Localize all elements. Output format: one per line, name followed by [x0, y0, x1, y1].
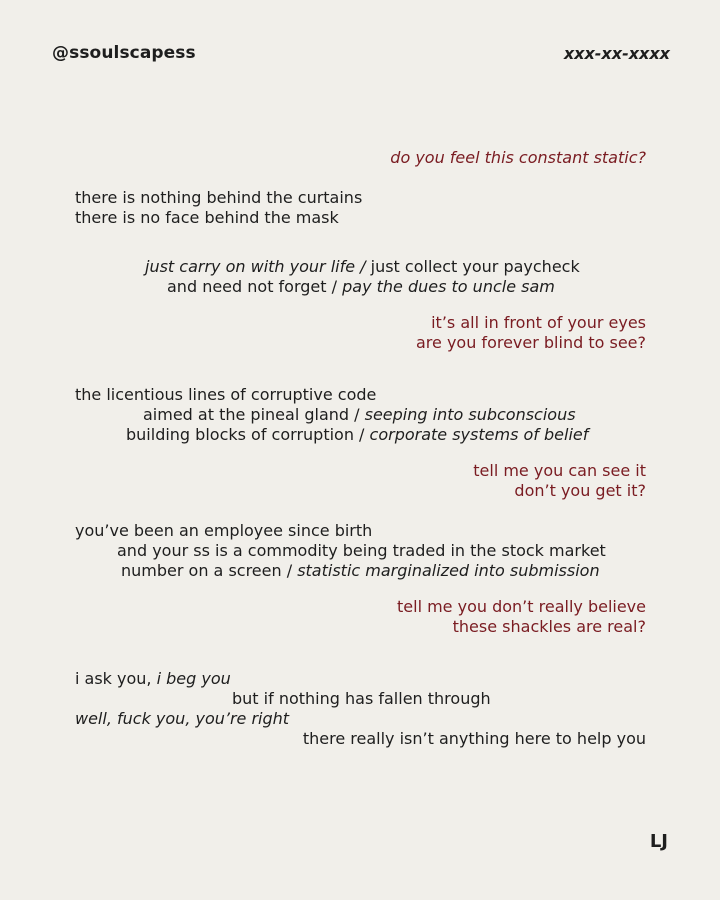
poem-line-text: i ask you, — [75, 669, 152, 688]
poem-line: there is no face behind the mask — [75, 208, 339, 227]
poem-line — [75, 669, 231, 689]
poem-line — [126, 425, 588, 445]
poem-line-italic: corporate systems of belief — [364, 425, 589, 444]
poem-line: don’t you get it? — [514, 481, 646, 500]
poem-line: tell me you can see it — [473, 461, 646, 480]
poem-line-italic: seeping into subconscious — [359, 405, 576, 424]
signature-initials: LJ — [649, 831, 668, 852]
poem-line-italic: i beg you — [151, 669, 231, 688]
poem-line-italic: just carry on with your life / — [145, 257, 366, 276]
poem-line: are you forever blind to see? — [415, 333, 646, 352]
poem-line-text: aimed at the pineal gland / — [143, 405, 360, 424]
author-handle: @ssoulscapess — [52, 43, 196, 63]
poem-line: do you feel this constant static? — [390, 148, 646, 167]
redacted-number: xxx-xx-xxxx — [563, 44, 670, 63]
poem-line — [145, 257, 580, 277]
poem-line: there really isn’t anything here to help you — [302, 729, 646, 748]
poem-line-text: just collect your paycheck — [365, 257, 580, 276]
poem-line: you’ve been an employee since birth — [75, 521, 373, 540]
poem-line-italic: statistic marginalized into submission — [292, 561, 600, 580]
poem-line — [167, 277, 555, 297]
poem-line: there is nothing behind the curtains — [75, 188, 363, 207]
poem-line: these shackles are real? — [452, 617, 646, 636]
poem-line: the licentious lines of corruptive code — [75, 385, 377, 404]
poem-line: and your ss is a commodity being traded in the stock market — [117, 541, 606, 560]
poem-line-text: and need not forget / — [167, 277, 338, 296]
poem-line: it’s all in front of your eyes — [431, 313, 646, 332]
poem-line — [143, 405, 576, 425]
poem-line-italic: pay the dues to uncle sam — [337, 277, 555, 296]
poem-line: tell me you don’t really believe — [397, 597, 646, 616]
poem-line: well, fuck you, you’re right — [75, 709, 290, 728]
poem-line — [121, 561, 600, 581]
poem-line-text: building blocks of corruption / — [126, 425, 365, 444]
poem-line: but if nothing has fallen through — [232, 689, 491, 708]
poem-line-text: number on a screen / — [121, 561, 293, 580]
